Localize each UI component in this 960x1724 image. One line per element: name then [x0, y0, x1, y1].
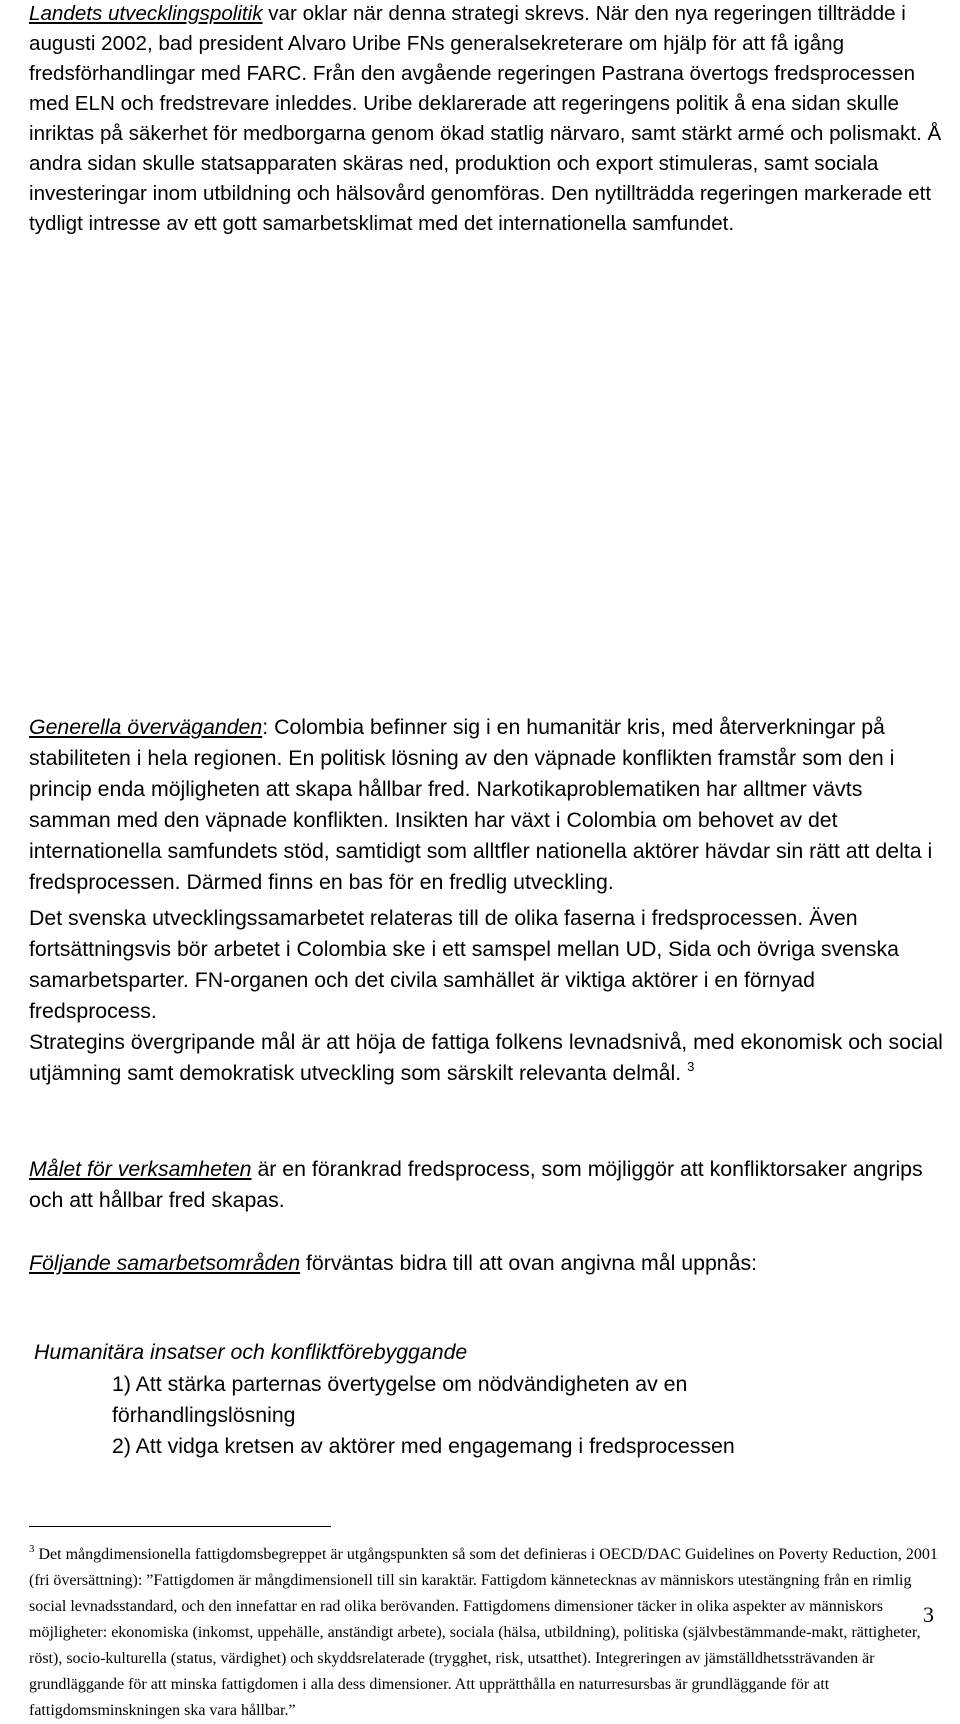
paragraph-strategy-goal — [29, 1027, 944, 1089]
term-development-policy: Landets utvecklingspolitik — [29, 2, 263, 25]
paragraph-swedish-cooperation — [29, 903, 944, 1027]
term-cooperation-areas: Följande samarbetsområden — [29, 1251, 301, 1275]
page-number: 3 — [923, 1602, 934, 1627]
footnote-divider — [29, 1526, 331, 1527]
list-heading: Humanitära insatser och konfliktförebyggande — [34, 1340, 468, 1364]
paragraph-cooperation-areas — [29, 1248, 944, 1279]
footnote-text: Det mångdimensionella fattigdomsbegreppet är utgångspunkten så som det definieras i OECD/DAC Guidelines on Poverty Reduction, 2001 (fri översättning): ”Fattigdomen är mångdimensionell till sin karaktär. Fattigdom kännetecknas av människors utestängning från en rimlig social levnadsstandard, och den innefattar en rad olika berövanden. Fattigdomens dimensioner täcker in olika aspekter av människors möjligheter: ekonomiska (inkomst, uppehälle, anständigt arbete), sociala (hälsa, utbildning), politiska (självbestämmande-makt, rättigheter, röst), socio-kulturella (status, värdighet) och skyddsrelaterade (trygghet, risk, utsatthet). Integreringen av jämställdhetssträvanden är grundläggande för att minska fattigdomen i alla dess dimensioner. Att upprätthålla en naturresursbas är grundläggande för att fattigdomsminskningen ska vara hållbar.” — [29, 1546, 938, 1719]
paragraph-general-considerations-text: : Colombia befinner sig i en humanitär kris, med återverkningar på stabiliteten i hela regionen. En politisk lösning av den väpnade konflikten framstår som den i princip enda möjligheten att skapa hållbar fred. Narkotikaproblematiken har alltmer vävts samman med den väpnade konflikten. Insikten har växt i Colombia om behovet av det internationella samfundets stöd, samtidigt som alltfler nationella aktörer hävdar sin rätt att delta i fredsprocessen. Därmed finns en bas för en fredlig utveckling. — [29, 715, 933, 894]
footnote-mark: 3 — [29, 1543, 35, 1555]
list-item: 1) Att stärka parternas övertygelse om nödvändigheten av en förhandlingslösning — [112, 1372, 688, 1427]
paragraph-development-policy — [29, 0, 944, 239]
footnote-reference: 3 — [687, 1059, 695, 1074]
paragraph-cooperation-areas-text: förväntas bidra till att ovan angivna mål uppnås: — [300, 1251, 758, 1275]
term-activity-goal: Målet för verksamheten — [29, 1157, 252, 1181]
paragraph-activity-goal — [29, 1154, 944, 1216]
term-general-considerations: Generella överväganden — [29, 715, 263, 739]
paragraph-general-considerations — [29, 712, 944, 898]
paragraph-activity-goal-text: är en förankrad fredsprocess, som möjliggör att konfliktorsaker angrips och att hållbar fred skapas. — [29, 1157, 923, 1212]
paragraph-strategy-goal-text: Strategins övergripande mål är att höja de fattiga folkens levnadsnivå, med ekonomisk och social utjämning samt demokratisk utveckling som särskilt relevanta delmål. — [29, 1030, 943, 1085]
paragraph-swedish-cooperation-text: Det svenska utvecklingssamarbetet relateras till de olika faserna i fredsprocessen. Även fortsättningsvis bör arbetet i Colombia ske i ett samspel mellan UD, Sida och övriga svenska samarbetsparter. FN-organen och det civila samhället är viktiga aktörer i en förnyad fredsprocess. — [29, 906, 900, 1023]
list-item: 2) Att vidga kretsen av aktörer med engagemang i fredsprocessen — [112, 1434, 735, 1458]
footnote — [29, 1542, 944, 1724]
paragraph-development-policy-text: var oklar när denna strategi skrevs. När den nya regeringen tillträdde i augusti 2002, bad president Alvaro Uribe FNs generalsekreterare om hjälp för att få igång fredsförhandlingar med FARC. Från den avgående regeringen Pastrana övertogs fredsprocessen med ELN och fredstrevare inleddes. Uribe deklarerade att regeringens politik å ena sidan skulle inriktas på säkerhet för medborgarna genom ökad statlig närvaro, samt stärkt armé och polismakt. Å andra sidan skulle statsapparaten skäras ned, produktion och export stimuleras, samt sociala investeringar inom utbildning och hälsovård genomföras. Den nytillträdda regeringen markerade ett tydligt intresse av ett gott samarbetsklimat med det internationella samfundet. — [29, 2, 942, 235]
